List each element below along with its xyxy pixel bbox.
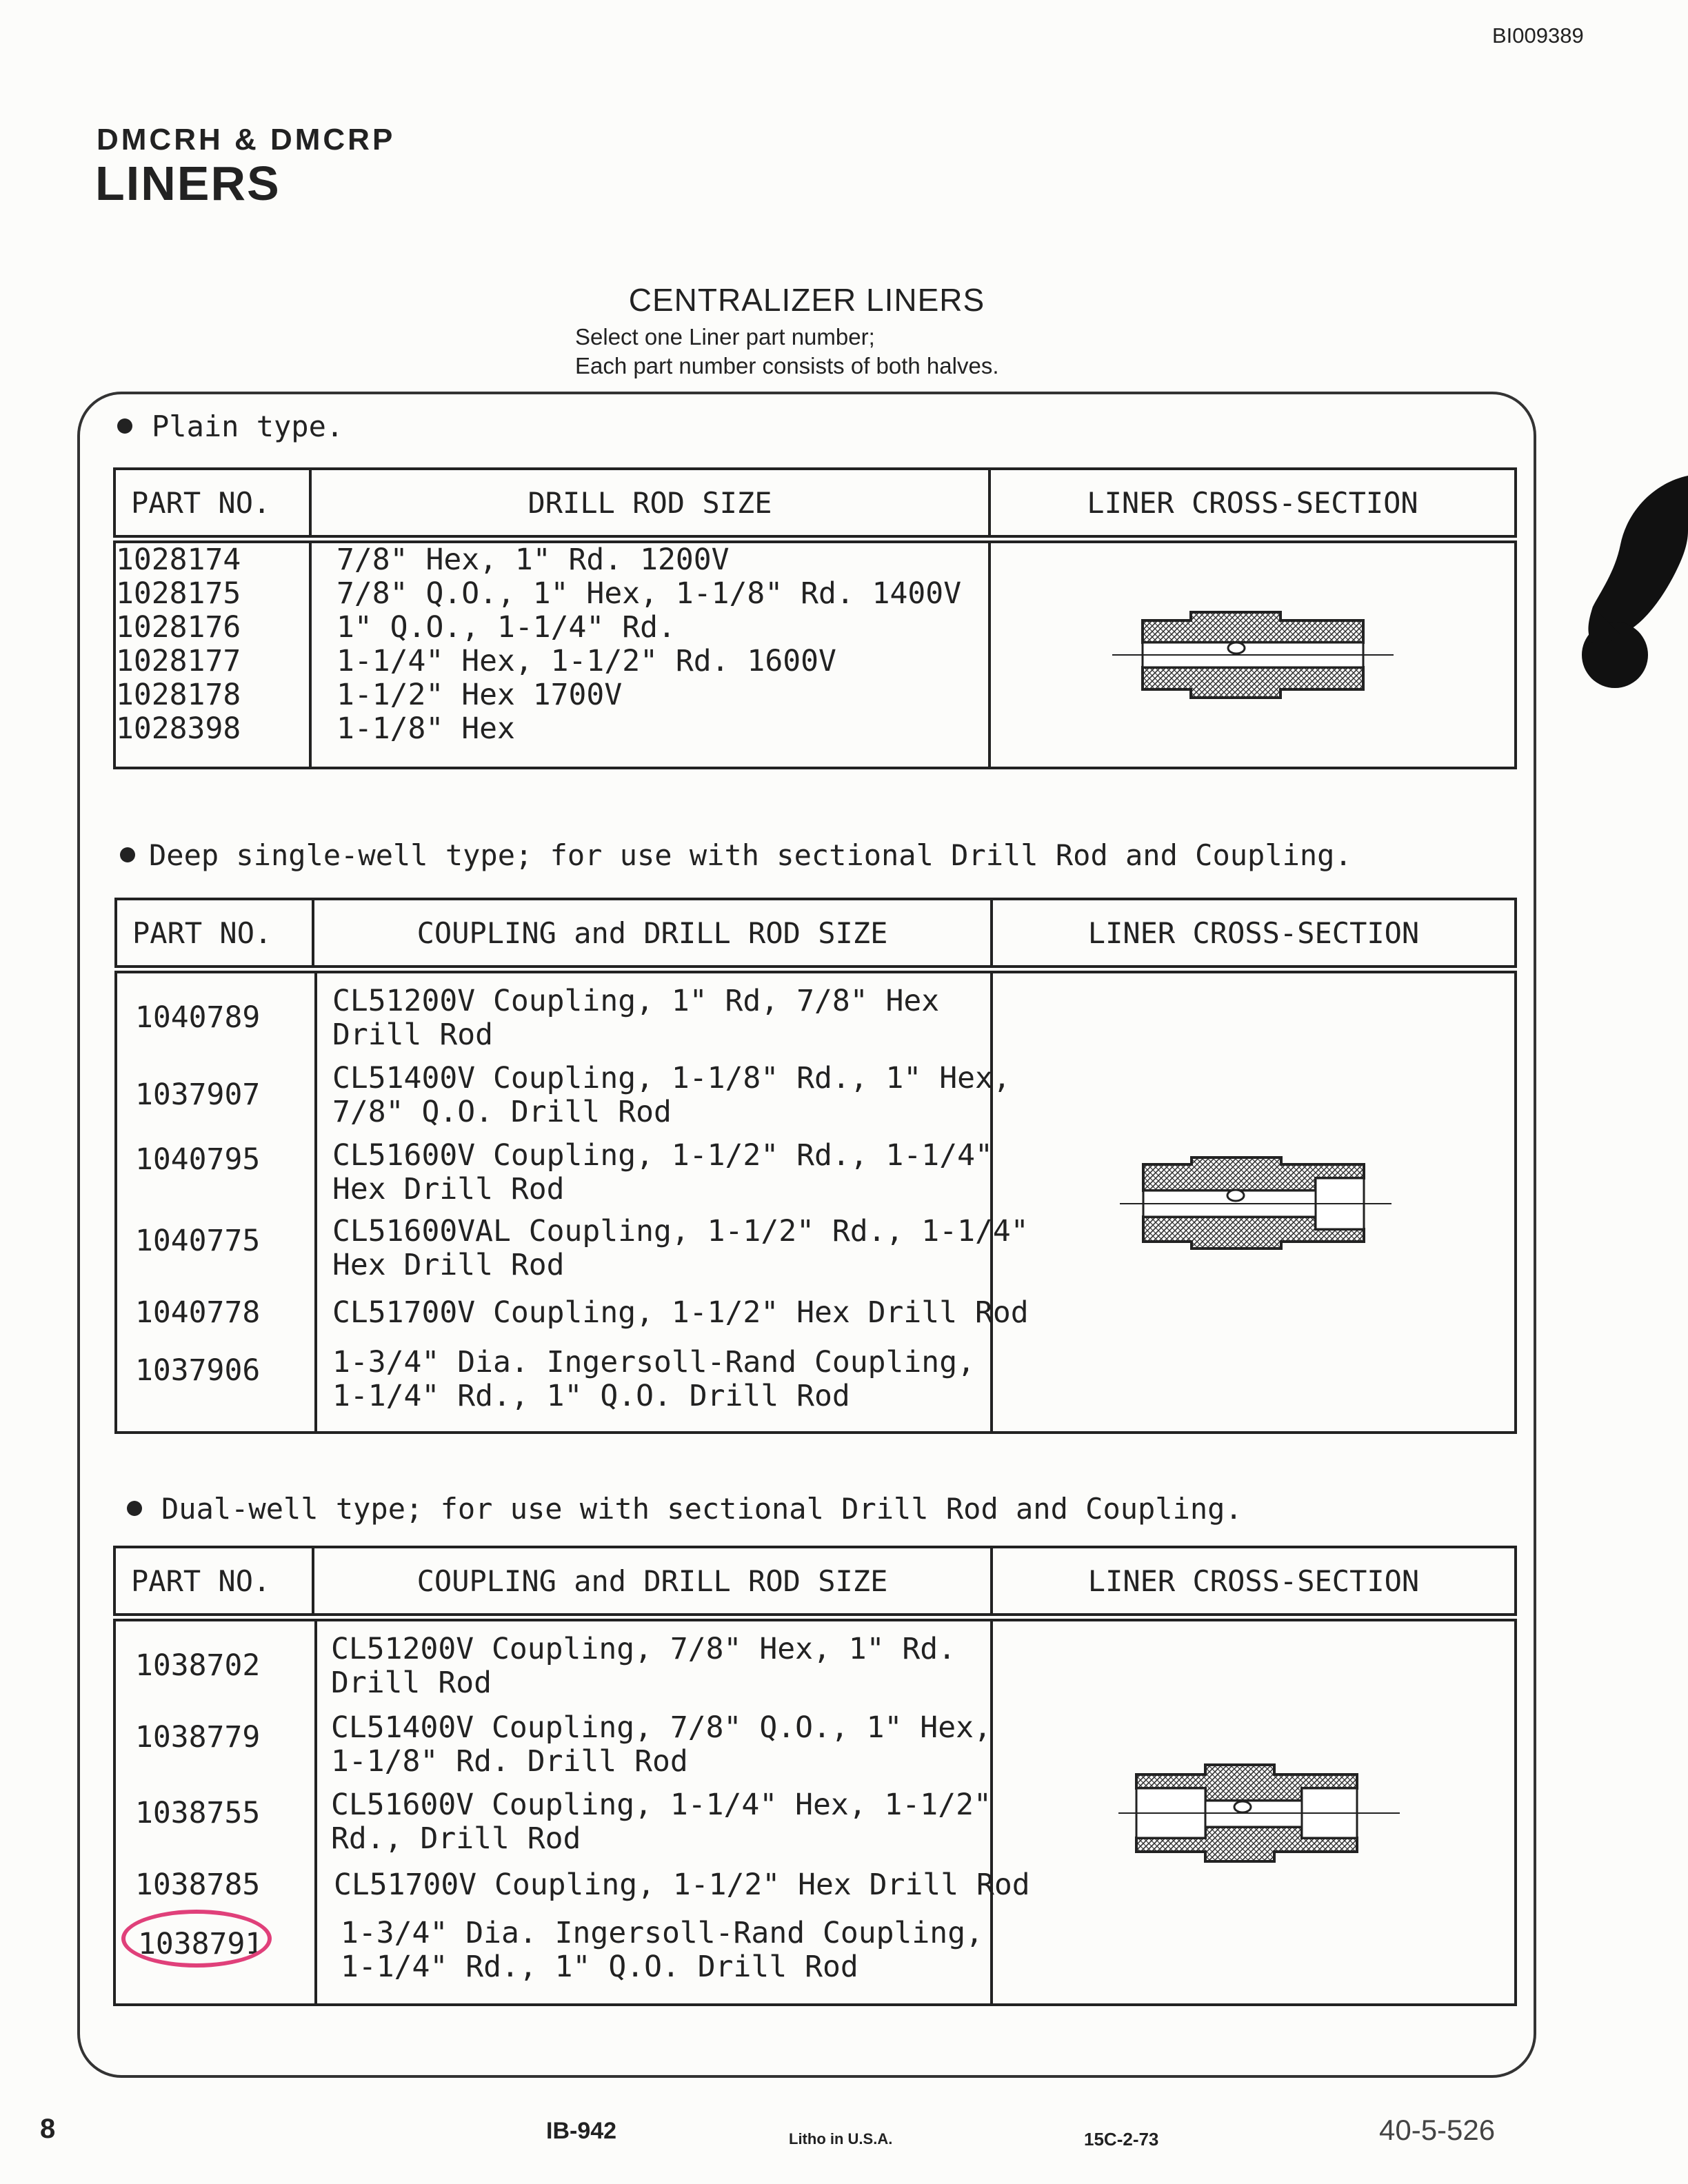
litho-note: Litho in U.S.A. bbox=[789, 2130, 893, 2147]
table3-header-part: PART NO. bbox=[114, 1547, 313, 1617]
table1-size: 7/8" Q.O., 1" Hex, 1-1/8" Rd. 1400V bbox=[336, 576, 962, 611]
table2-intro bbox=[120, 838, 1352, 872]
section-note-line2: Each part number consists of both halves. bbox=[575, 353, 999, 378]
liner-single-well-cross-section-diagram bbox=[1109, 1137, 1398, 1268]
table3-part: 1038779 bbox=[135, 1720, 261, 1755]
table1-part: 1028178 bbox=[116, 678, 241, 712]
table1-intro bbox=[117, 410, 343, 443]
liner-plain-cross-section-diagram bbox=[1108, 593, 1398, 717]
table3-size-line: CL51400V Coupling, 7/8" Q.O., 1" Hex, bbox=[331, 1710, 992, 1745]
table2-section-cell bbox=[992, 969, 1516, 1433]
table1-section-cell bbox=[989, 539, 1516, 768]
page-number: 8 bbox=[40, 2114, 56, 2144]
table2-size-line: CL51700V Coupling, 1-1/2" Hex Drill Rod bbox=[332, 1295, 1029, 1330]
table3-size-line: CL51700V Coupling, 1-1/2" Hex Drill Rod bbox=[334, 1868, 1030, 1902]
bullet-icon bbox=[120, 847, 135, 862]
table2-part: 1040795 bbox=[135, 1142, 261, 1177]
ink-blot-mark bbox=[1572, 469, 1688, 696]
table3-size-line: 1-1/8" Rd. Drill Rod bbox=[331, 1744, 688, 1779]
table2-header-part: PART NO. bbox=[116, 899, 313, 969]
table3-header-section: LINER CROSS-SECTION bbox=[992, 1547, 1516, 1617]
table2-rows bbox=[116, 969, 1029, 1433]
table2-part: 1040775 bbox=[135, 1224, 261, 1258]
table3-header-size: COUPLING and DRILL ROD SIZE bbox=[313, 1547, 992, 1617]
table1-size: 1-1/4" Hex, 1-1/2" Rd. 1600V bbox=[336, 644, 836, 678]
reference-number: 40-5-526 bbox=[1379, 2114, 1496, 2146]
table2-size-line: CL51600V Coupling, 1-1/2" Rd., 1-1/4" bbox=[332, 1138, 993, 1173]
table1-header-part: PART NO. bbox=[114, 469, 310, 539]
table1-part: 1028175 bbox=[116, 576, 241, 611]
table3-intro-text: Dual-well type; for use with sectional Drill Rod and Coupling. bbox=[161, 1492, 1243, 1526]
page-subtitle: DMCRH & DMCRP bbox=[97, 123, 396, 156]
table1-size: 1" Q.O., 1-1/4" Rd. bbox=[336, 610, 676, 645]
table2-size-line: Hex Drill Rod bbox=[332, 1248, 565, 1282]
table2-part: 1037907 bbox=[135, 1078, 261, 1112]
table3-part: 1038755 bbox=[135, 1796, 261, 1830]
table3-size-line: Drill Rod bbox=[331, 1666, 492, 1700]
table3-part: 1038791 bbox=[138, 1927, 263, 1961]
table2-part: 1037906 bbox=[135, 1353, 261, 1388]
table2-size-line: CL51200V Coupling, 1" Rd, 7/8" Hex bbox=[332, 984, 940, 1018]
table1-header-size: DRILL ROD SIZE bbox=[310, 469, 989, 539]
table3-part: 1038785 bbox=[135, 1868, 261, 1902]
table1-part-column bbox=[114, 539, 310, 768]
table1-part: 1028174 bbox=[116, 543, 241, 577]
table3-part: 1038702 bbox=[135, 1648, 261, 1683]
date-code: 15C-2-73 bbox=[1084, 2129, 1159, 2150]
table2-header-section: LINER CROSS-SECTION bbox=[992, 899, 1516, 969]
table2-part: 1040778 bbox=[135, 1295, 261, 1330]
table3-section-cell bbox=[992, 1617, 1516, 2005]
table2-size-line: Drill Rod bbox=[332, 1018, 493, 1052]
table-deep-single-well bbox=[114, 898, 1517, 1434]
section-heading: CENTRALIZER LINERS bbox=[628, 282, 985, 318]
table1-size: 1-1/2" Hex 1700V bbox=[336, 678, 623, 712]
table3-size-line: CL51200V Coupling, 7/8" Hex, 1" Rd. bbox=[331, 1632, 956, 1666]
document-id: BI009389 bbox=[1492, 23, 1584, 48]
table3-size-line: 1-3/4" Dia. Ingersoll-Rand Coupling, bbox=[341, 1916, 983, 1950]
table1-intro-text: Plain type. bbox=[152, 410, 344, 443]
column-divider bbox=[314, 973, 317, 1431]
column-divider bbox=[314, 1621, 317, 2003]
table2-size-line: 1-3/4" Dia. Ingersoll-Rand Coupling, bbox=[332, 1345, 975, 1379]
table2-size-line: CL51400V Coupling, 1-1/8" Rd., 1" Hex, bbox=[332, 1061, 1011, 1095]
bullet-icon bbox=[127, 1501, 142, 1516]
table-dual-well bbox=[113, 1546, 1517, 2006]
bullet-icon bbox=[117, 418, 132, 434]
table1-size: 1-1/8" Hex bbox=[336, 711, 515, 746]
table2-size-line: Hex Drill Rod bbox=[332, 1172, 565, 1206]
table1-size: 7/8" Hex, 1" Rd. 1200V bbox=[336, 543, 730, 577]
table2-header-size: COUPLING and DRILL ROD SIZE bbox=[313, 899, 992, 969]
table1-header-section: LINER CROSS-SECTION bbox=[989, 469, 1516, 539]
table2-size-line: 7/8" Q.O. Drill Rod bbox=[332, 1095, 672, 1129]
table-plain-type bbox=[113, 467, 1517, 769]
table3-intro bbox=[127, 1492, 1243, 1526]
page-title: LINERS bbox=[95, 156, 281, 210]
table1-size-column bbox=[310, 539, 989, 768]
highlight-circle-annotation bbox=[121, 1910, 272, 1968]
table1-part: 1028176 bbox=[116, 610, 241, 645]
table3-size-line: CL51600V Coupling, 1-1/4" Hex, 1-1/2" bbox=[331, 1788, 992, 1822]
table3-size-line: Rd., Drill Rod bbox=[331, 1821, 581, 1856]
liner-dual-well-cross-section-diagram bbox=[1102, 1747, 1405, 1878]
table2-intro-text: Deep single-well type; for use with sectional Drill Rod and Coupling. bbox=[149, 838, 1352, 872]
form-id: IB-942 bbox=[546, 2118, 617, 2144]
table2-part: 1040789 bbox=[135, 1000, 261, 1035]
table2-size-line: 1-1/4" Rd., 1" Q.O. Drill Rod bbox=[332, 1379, 850, 1413]
table1-part: 1028398 bbox=[116, 711, 241, 746]
table1-part: 1028177 bbox=[116, 644, 241, 678]
table3-size-line: 1-1/4" Rd., 1" Q.O. Drill Rod bbox=[341, 1950, 858, 1984]
table2-size-line: CL51600VAL Coupling, 1-1/2" Rd., 1-1/4" bbox=[332, 1214, 1029, 1248]
section-note-line1: Select one Liner part number; bbox=[575, 324, 875, 350]
